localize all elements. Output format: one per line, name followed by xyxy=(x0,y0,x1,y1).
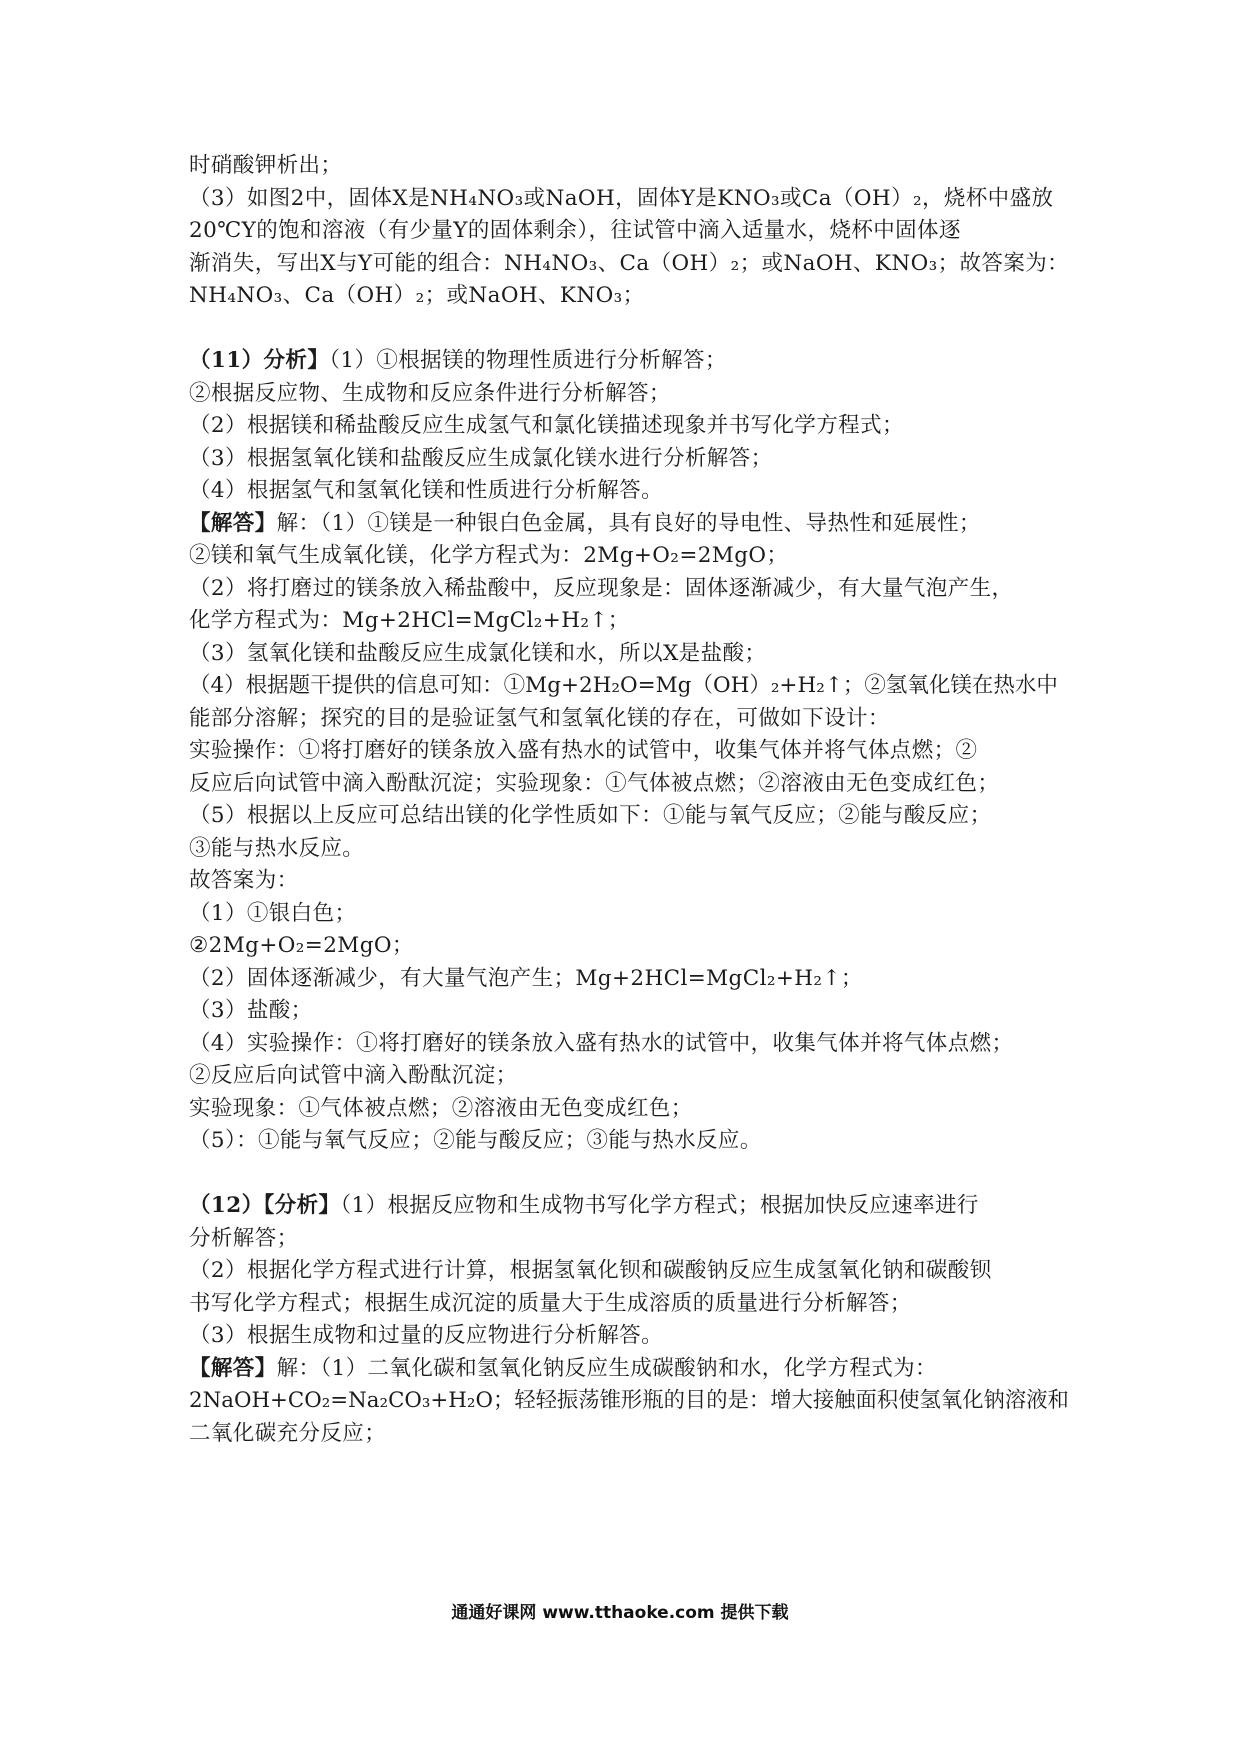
section-gap xyxy=(189,313,1069,346)
q11-answer-line xyxy=(189,508,1069,541)
text-line: 化学方程式为：Mg+2HCl=MgCl₂+H₂↑； xyxy=(189,608,630,633)
text-line: （2）根据镁和稀盐酸反应生成氢气和氯化镁描述现象并书写化学方程式； xyxy=(189,413,904,438)
text-line: （3）如图2中，固体X是NH₄NO₃或NaOH，固体Y是KNO₃或Ca（OH）₂，烧杯中盛放 xyxy=(189,185,1054,211)
q12-analysis-heading: 【分析】 xyxy=(263,1193,341,1218)
text-segment: （1）根据反应物和生成物书写化学方程式；根据加快反应速率进行 xyxy=(340,1193,979,1218)
text-line: 故答案为： xyxy=(189,868,299,893)
text-line: 二氧化碳充分反应； xyxy=(189,1420,387,1446)
q12-answer-heading: 【解答】 xyxy=(189,1355,277,1381)
q12-answer-line xyxy=(189,1353,1069,1386)
answer-body xyxy=(189,150,1069,1450)
text-line: （3）根据生成物和过量的反应物进行分析解答。 xyxy=(189,1323,663,1348)
text-line: ②根据反应物、生成物和反应条件进行分析解答； xyxy=(189,380,671,406)
text-line: 书写化学方程式；根据生成沉淀的质量大于生成溶质的质量进行分析解答； xyxy=(189,1290,912,1316)
q12-number: （12） xyxy=(189,1193,264,1218)
q11-number: （11） xyxy=(189,348,264,373)
text-line: （2）根据化学方程式进行计算，根据氢氧化钡和碳酸钠反应生成氢氧化钠和碳酸钡 xyxy=(189,1258,992,1283)
text-line: ③能与热水反应。 xyxy=(189,835,365,861)
text-line: ②镁和氧气生成氧化镁，化学方程式为：2Mg+O₂=2MgO； xyxy=(189,543,789,568)
text-line: 渐消失，写出X与Y可能的组合：NH₄NO₃、Ca（OH）₂；或NaOH、KNO₃；故答案为： xyxy=(189,250,1070,276)
page-footer: 通通好课网 www.tthaoke.com 提供下载 xyxy=(451,1603,789,1623)
text-line: 时硝酸钾析出； xyxy=(189,153,343,178)
q12-analysis-line xyxy=(189,1190,1069,1223)
text-line: （3）氢氧化镁和盐酸反应生成氯化镁和水，所以X是盐酸； xyxy=(189,640,767,666)
text-line: NH₄NO₃、Ca（OH）₂；或NaOH、KNO₃； xyxy=(189,283,645,308)
text-line: 20℃Y的饱和溶液（有少量Y的固体剩余），往试管中滴入适量水，烧杯中固体逐 xyxy=(189,218,961,243)
text-line: 反应后向试管中滴入酚酞沉淀；实验现象：①气体被点燃；②溶液由无色变成红色； xyxy=(189,770,1000,796)
text-line: 2NaOH+CO₂=Na₂CO₃+H₂O；轻轻振荡锥形瓶的目的是：增大接触面积使氢氧化钠溶液和 xyxy=(189,1388,1069,1413)
text-line: 能部分溶解；探究的目的是验证氢气和氢氧化镁的存在，可做如下设计： xyxy=(189,705,890,731)
q11-answer-heading: 【解答】 xyxy=(189,510,277,536)
text-line: （4）根据题干提供的信息可知：①Mg+2H₂O=Mg（OH）₂+H₂↑；②氢氧化镁在热水中 xyxy=(189,673,1058,698)
section-gap xyxy=(189,1158,1069,1191)
text-line: ②反应后向试管中滴入酚酞沉淀； xyxy=(189,1063,518,1088)
text-line: （1）①银白色； xyxy=(189,900,357,926)
q11-analysis-line xyxy=(189,345,1069,378)
text-line: （2）固体逐渐减少，有大量气泡产生；Mg+2HCl=MgCl₂+H₂↑； xyxy=(189,965,863,991)
text-line: 实验操作：①将打磨好的镁条放入盛有热水的试管中，收集气体并将气体点燃；② xyxy=(189,738,978,763)
text-line: 实验现象：①气体被点燃；②溶液由无色变成红色； xyxy=(189,1095,693,1121)
text-line: （4）根据氢气和氢氧化镁和性质进行分析解答。 xyxy=(189,478,663,503)
q11-analysis-heading: 分析】 xyxy=(263,348,330,373)
text-line: 分析解答； xyxy=(189,1225,299,1251)
text-line: （2）将打磨过的镁条放入稀盐酸中，反应现象是：固体逐渐减少，有大量气泡产生， xyxy=(189,575,1014,601)
text-segment: 解：（1）二氧化碳和氢氧化钠反应生成碳酸钠和水，化学方程式为： xyxy=(276,1355,937,1381)
text-segment: 解：（1）①镁是一种银白色金属，具有良好的导电性、导热性和延展性； xyxy=(276,510,981,536)
text-line: （3）盐酸； xyxy=(189,998,313,1023)
text-line: （3）根据氢氧化镁和盐酸反应生成氯化镁水进行分析解答； xyxy=(189,445,773,471)
text-line: （5）：①能与氧气反应；②能与酸反应；③能与热水反应。 xyxy=(189,1128,762,1153)
text-line: （5）根据以上反应可总结出镁的化学性质如下：①能与氧气反应；②能与酸反应； xyxy=(189,803,992,828)
text-segment: （1）①根据镁的物理性质进行分析解答； xyxy=(329,348,727,373)
text-line: ②2Mg+O₂=2MgO； xyxy=(189,933,414,958)
text-line: （4）实验操作：①将打磨好的镁条放入盛有热水的试管中，收集气体并将气体点燃； xyxy=(189,1030,1014,1056)
